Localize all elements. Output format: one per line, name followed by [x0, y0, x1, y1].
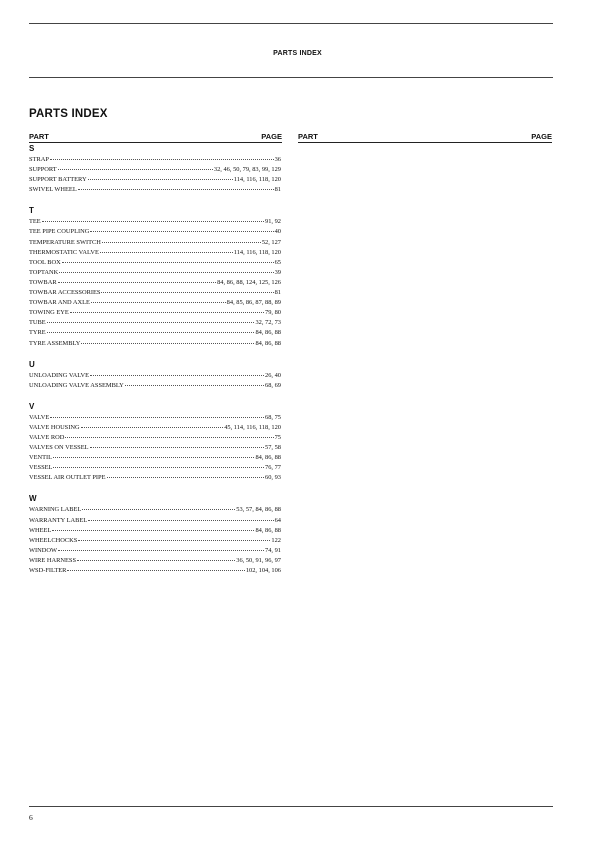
page-references: 57, 58	[265, 444, 281, 452]
dot-leader	[78, 183, 274, 190]
column-header-page: PAGE	[531, 132, 552, 141]
part-name: WHEEL	[29, 526, 52, 534]
part-name: TEMPERATURE SWITCH	[29, 238, 101, 246]
part-name: TEE	[29, 218, 41, 226]
page-references: 65	[274, 258, 281, 266]
part-name: VALVE	[29, 413, 50, 421]
dot-leader	[90, 369, 264, 376]
part-name: WARRANTY LABEL	[29, 516, 88, 524]
page-references: 60, 93	[265, 474, 281, 482]
column-header-left	[29, 130, 282, 143]
part-name: VALVE HOUSING	[29, 423, 80, 431]
page-references: 39	[274, 268, 281, 276]
page-references: 84, 86, 88	[255, 454, 281, 462]
running-header: PARTS INDEX	[273, 50, 322, 57]
section-letter: S	[29, 144, 35, 153]
page-references: 40	[274, 228, 281, 236]
index-entry	[29, 184, 281, 194]
dot-leader	[101, 286, 273, 293]
page-references: 52, 127	[261, 238, 281, 246]
page-references: 84, 85, 86, 87, 88, 89	[226, 299, 281, 307]
page-references: 122	[271, 536, 281, 544]
index-entry-list	[29, 216, 281, 347]
dot-leader	[47, 316, 255, 323]
column-header-part: PART	[29, 132, 49, 141]
page-references: 84, 86, 88, 124, 125, 126	[217, 278, 281, 286]
dot-leader	[67, 564, 244, 571]
part-name: TUBE	[29, 319, 46, 327]
page-references: 53, 57, 84, 86, 88	[236, 506, 281, 514]
dot-leader	[82, 503, 235, 510]
page-references: 36, 50, 91, 96, 97	[236, 556, 281, 564]
page-references: 84, 86, 88	[255, 526, 281, 534]
dot-leader	[50, 153, 274, 160]
part-name: WSD-FILTER	[29, 567, 67, 574]
page-references: 81	[274, 186, 281, 194]
column-header-part: PART	[298, 132, 318, 141]
part-name: WIRE HARNESS	[29, 556, 77, 564]
part-name: TOPTANK	[29, 268, 59, 276]
part-name: UNLOADING VALVE	[29, 371, 90, 379]
index-entry	[29, 380, 281, 390]
part-name: STRAP	[29, 156, 49, 163]
dot-leader	[90, 441, 264, 448]
part-name: TEE PIPE COUPLING	[29, 228, 90, 236]
part-name: TOWBAR ACCESSORIES	[29, 289, 101, 297]
page-references: 64	[274, 516, 281, 524]
dot-leader	[125, 379, 264, 386]
section-letter: V	[29, 401, 35, 411]
dot-leader	[42, 215, 264, 222]
part-name: SWIVEL WHEEL	[29, 186, 77, 194]
header-rule	[29, 77, 553, 78]
page-references: 74, 91	[265, 546, 281, 554]
page-references: 79, 80	[265, 309, 281, 317]
section-letter: U	[29, 359, 35, 369]
page-references: 84, 86, 88	[255, 329, 281, 337]
dot-leader	[53, 461, 264, 468]
index-column-left	[29, 143, 281, 586]
index-entry-list	[29, 154, 281, 194]
dot-leader	[91, 296, 226, 303]
index-entry	[29, 472, 281, 482]
index-section	[29, 401, 281, 483]
page-references: 102, 104, 106	[245, 567, 281, 574]
dot-leader	[53, 451, 254, 458]
part-name: UNLOADING VALVE ASSEMBLY	[29, 381, 124, 389]
dot-leader	[81, 337, 254, 344]
index-entry	[29, 338, 281, 348]
column-header-page: PAGE	[261, 132, 282, 141]
dot-leader	[50, 411, 264, 418]
index-entry	[29, 565, 281, 575]
index-section	[29, 359, 281, 390]
part-name: TYRE	[29, 329, 46, 337]
page-title: PARTS INDEX	[29, 108, 108, 120]
index-entry-list	[29, 504, 281, 575]
index-entry-list	[29, 412, 281, 483]
part-name: WARNING LABEL	[29, 506, 82, 514]
dot-leader	[90, 225, 273, 232]
index-section	[29, 205, 281, 347]
part-name: WHEELCHOCKS	[29, 536, 78, 544]
index-entry-list	[29, 370, 281, 390]
page-number: 6	[29, 813, 33, 822]
page-references: 45, 114, 116, 118, 120	[224, 423, 281, 431]
part-name: VESSEL AIR OUTLET PIPE	[29, 474, 106, 482]
page-references: 68, 75	[265, 413, 281, 421]
page-references: 36	[274, 156, 281, 163]
part-name: VALVE ROD	[29, 433, 65, 441]
section-letter: T	[29, 206, 34, 216]
page-references: 68, 69	[265, 381, 281, 389]
dot-leader	[81, 421, 224, 428]
part-name: THERMOSTATIC VALVE	[29, 248, 99, 256]
part-name: VENTIL	[29, 454, 53, 462]
dot-leader	[65, 431, 273, 438]
section-letter: W	[29, 494, 37, 504]
dot-leader	[62, 256, 274, 263]
part-name: TOOL BOX	[29, 258, 61, 266]
dot-leader	[100, 246, 233, 253]
part-name: VALVES ON VESSEL	[29, 444, 89, 452]
dot-leader	[107, 471, 265, 478]
dot-leader	[59, 266, 273, 273]
dot-leader	[58, 544, 264, 551]
footer-rule	[29, 806, 553, 807]
dot-leader	[70, 306, 264, 313]
part-name: TYRE ASSEMBLY	[29, 339, 81, 347]
part-name: TOWBAR	[29, 278, 57, 286]
page-references: 32, 72, 73	[255, 319, 281, 327]
dot-leader	[58, 163, 213, 170]
part-name: TOWING EYE	[29, 309, 69, 317]
page-references: 114, 116, 118, 120	[233, 176, 281, 184]
part-name: WINDOW	[29, 546, 58, 554]
index-section	[29, 143, 281, 194]
page-references: 81	[274, 289, 281, 297]
column-header-right	[298, 130, 552, 143]
dot-leader	[52, 524, 254, 531]
page-references: 114, 116, 118, 120	[233, 248, 281, 256]
dot-leader	[88, 514, 273, 521]
dot-leader	[77, 554, 235, 561]
dot-leader	[58, 276, 217, 283]
part-name: SUPPORT BATTERY	[29, 176, 87, 184]
page-references: 91, 92	[265, 218, 281, 226]
index-section	[29, 493, 281, 575]
dot-leader	[88, 173, 233, 180]
part-name: TOWBAR AND AXLE	[29, 299, 90, 307]
dot-leader	[78, 534, 270, 541]
page-references: 26, 40	[265, 371, 281, 379]
page-references: 75	[274, 433, 281, 441]
top-rule	[29, 23, 553, 24]
page-references: 76, 77	[265, 464, 281, 472]
part-name: SUPPORT	[29, 166, 57, 174]
page-references: 84, 86, 88	[255, 339, 281, 347]
dot-leader	[102, 236, 261, 243]
part-name: VESSEL	[29, 464, 53, 472]
page-references: 32, 46, 50, 79, 83, 99, 129	[213, 166, 281, 174]
dot-leader	[47, 326, 255, 333]
